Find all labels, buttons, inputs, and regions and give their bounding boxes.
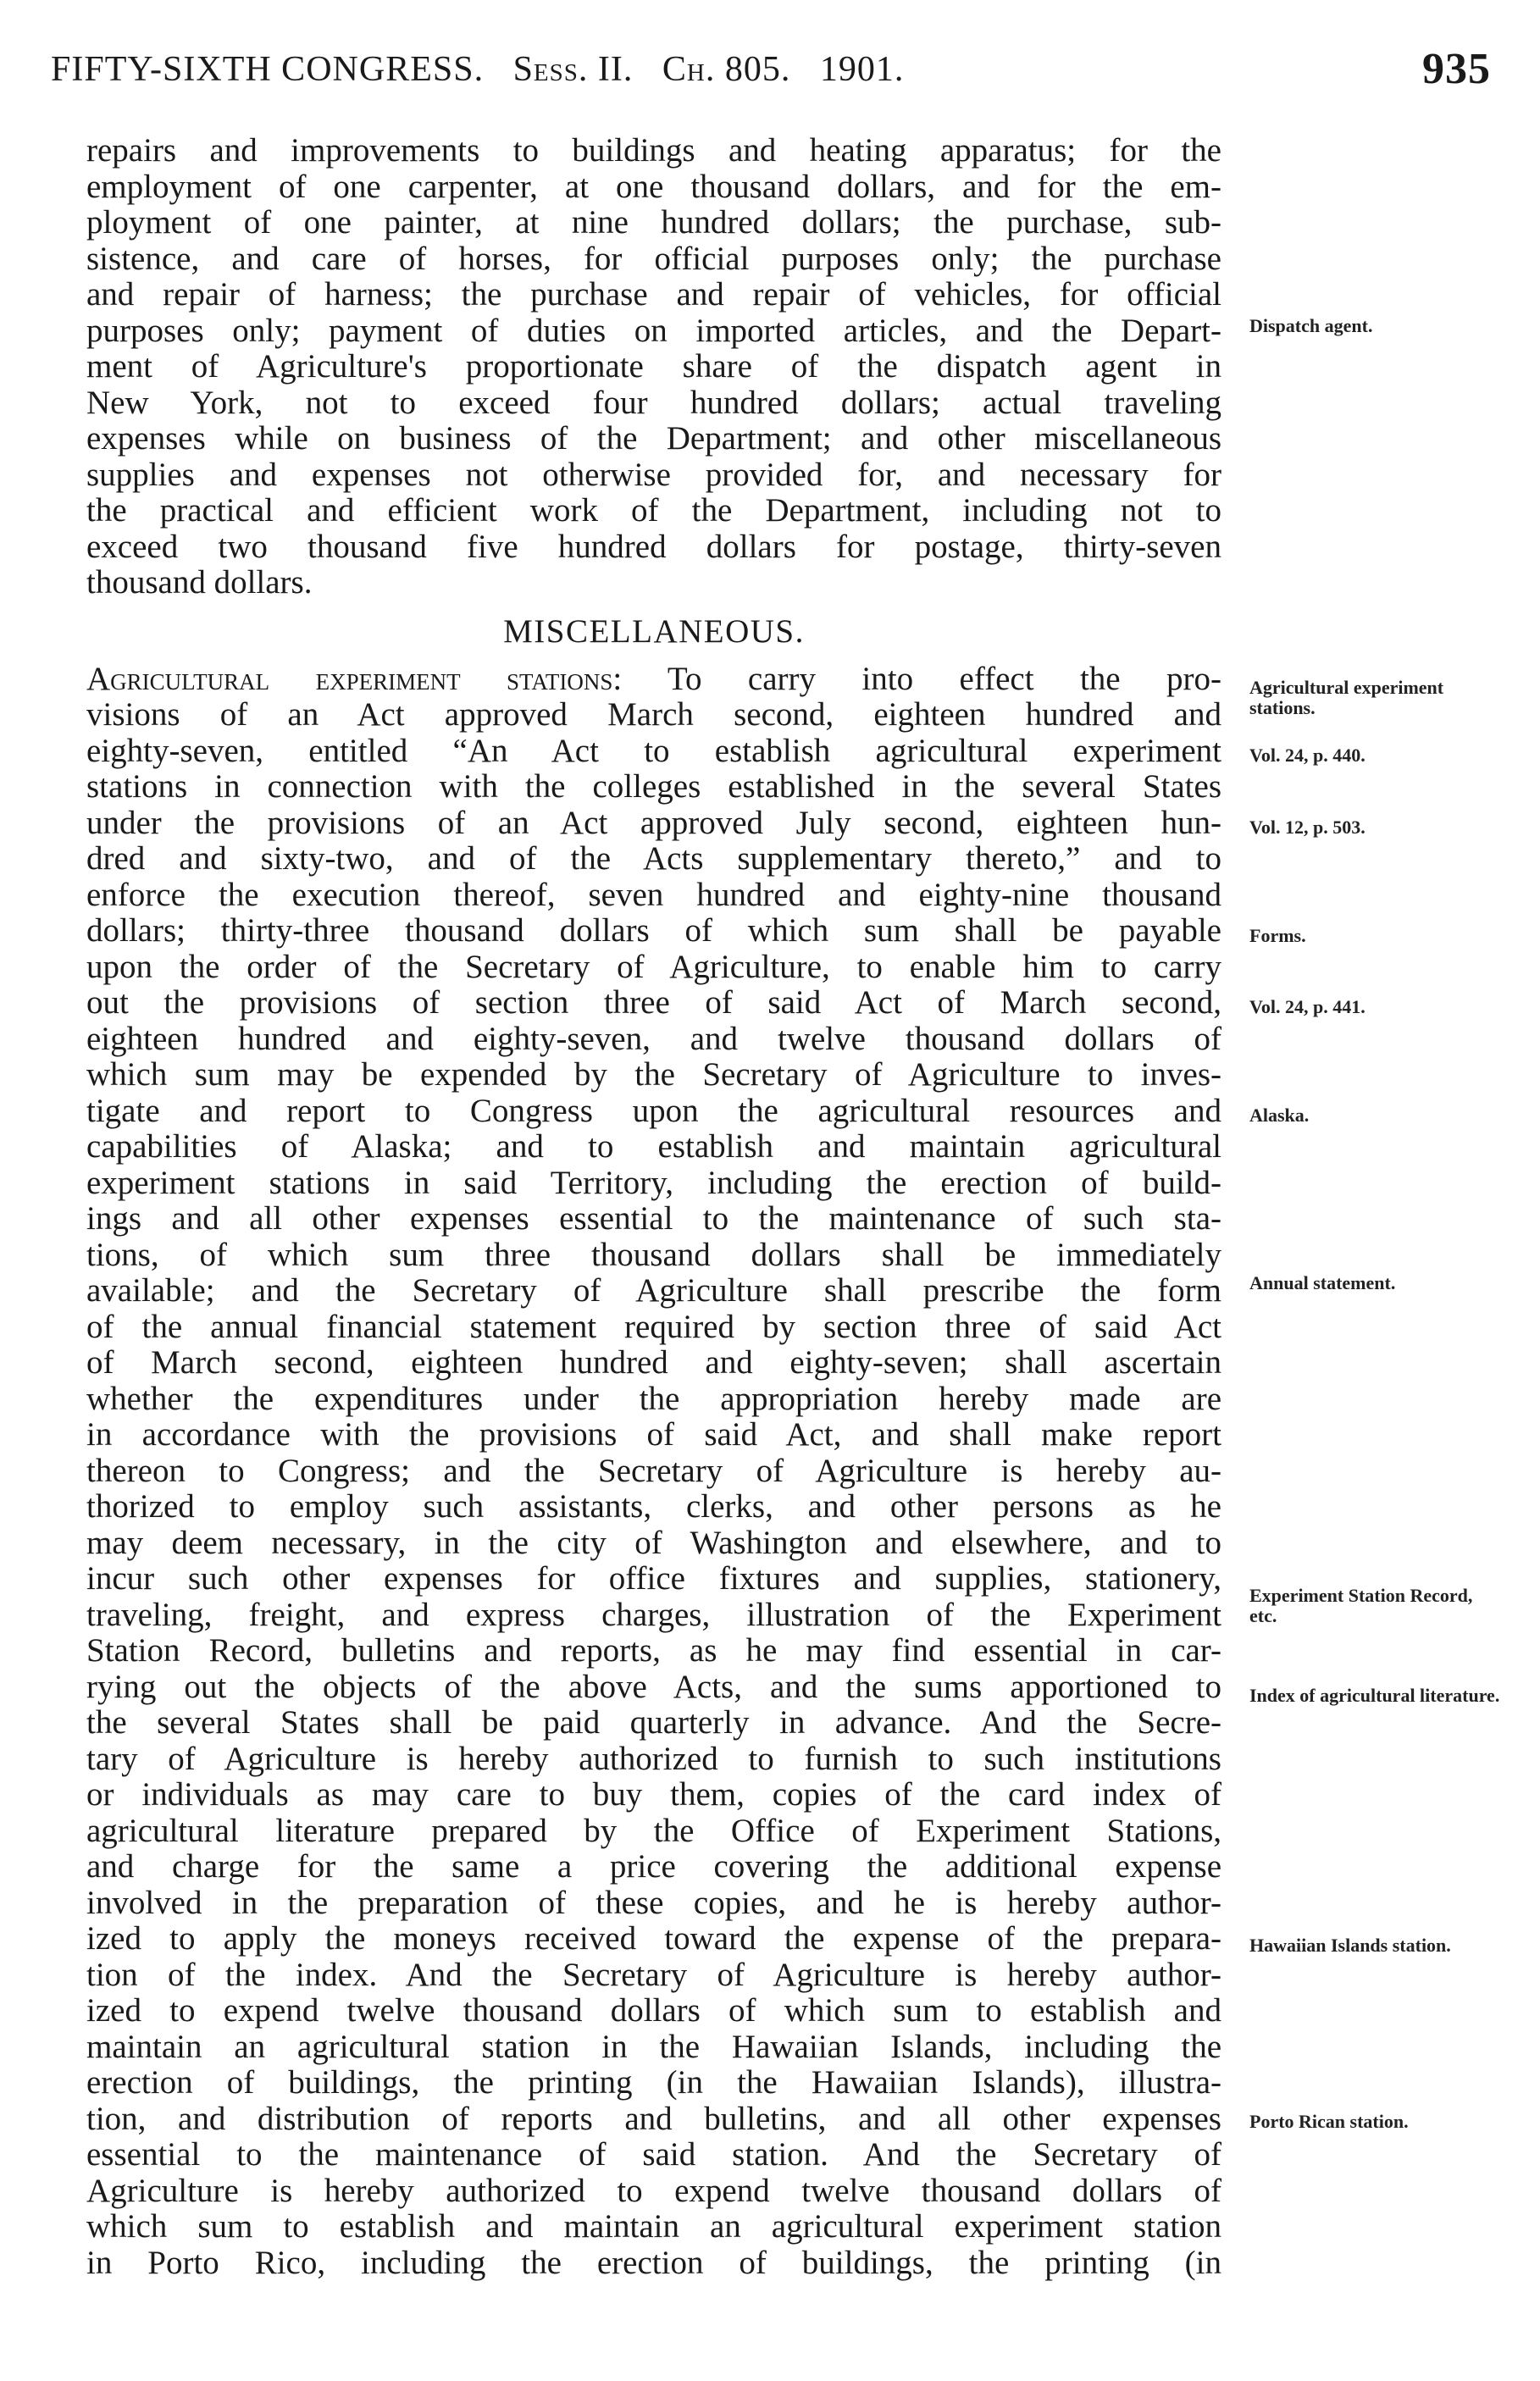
text-line: dollars; thirty-three thousand dollars of which sum shall be payable	[86, 913, 1221, 949]
text-line: or individuals as may care to buy them, copies of the card index of	[86, 1777, 1221, 1813]
text-line: supplies and expenses not otherwise provided for, and necessary for	[86, 457, 1221, 493]
text-line: may deem necessary, in the city of Washington and elsewhere, and to	[86, 1525, 1221, 1561]
text-line: thousand dollars.	[86, 565, 313, 601]
margin-note-porto-rican-station: Porto Rican station.	[1249, 2111, 1409, 2132]
page-number: 935	[1422, 45, 1491, 93]
text-line: erection of buildings, the printing (in the Hawaiian Islands), illustra-	[86, 2065, 1221, 2101]
running-head-congress: FIFTY-SIXTH CONGRESS.	[51, 50, 485, 89]
section-heading: MISCELLANEOUS.	[503, 612, 805, 650]
text-line: sistence, and care of horses, for official purposes only; the purchase	[86, 241, 1221, 277]
text-line: capabilities of Alaska; and to establish and maintain agricultural	[86, 1129, 1221, 1165]
text-line	[86, 662, 1221, 698]
margin-note-hawaiian-islands-station: Hawaiian Islands station.	[1249, 1935, 1451, 1956]
margin-note-agricultural-experiment-stations: Agricultural experiment stations.	[1249, 677, 1444, 718]
text-line: involved in the preparation of these copies, and he is hereby author-	[86, 1885, 1221, 1921]
text-line: thorized to employ such assistants, clerks, and other persons as he	[86, 1489, 1221, 1525]
statute-text	[86, 133, 1221, 2281]
margin-note-vol12-p503: Vol. 12, p. 503.	[1249, 817, 1366, 838]
margin-note-forms: Forms.	[1249, 925, 1306, 946]
text-line: tary of Agriculture is hereby authorized to furnish to such institutions	[86, 1741, 1221, 1777]
text-line: which sum to establish and maintain an agricultural experiment station	[86, 2209, 1221, 2245]
text-line: enforce the execution thereof, seven hundred and eighty-nine thousand	[86, 877, 1221, 913]
text-line: out the provisions of section three of said Act of March second,	[86, 985, 1221, 1021]
text-line: of the annual financial statement required by section three of said Act	[86, 1309, 1221, 1345]
text-line: expenses while on business of the Department; and other miscellaneous	[86, 421, 1221, 457]
running-head	[51, 49, 904, 90]
margin-note-dispatch-agent: Dispatch agent.	[1249, 315, 1373, 336]
running-head-chapter: Ch. 805.	[662, 50, 791, 89]
text-line: and repair of harness; the purchase and repair of vehicles, for official	[86, 277, 1221, 313]
margin-note-annual-statement: Annual statement.	[1249, 1272, 1396, 1293]
text-line: upon the order of the Secretary of Agriculture, to enable him to carry	[86, 949, 1221, 985]
text-line: tigate and report to Congress upon the agricultural resources and	[86, 1093, 1221, 1129]
text-line: ings and all other expenses essential to the maintenance of such sta-	[86, 1201, 1221, 1237]
text-line: dred and sixty-two, and of the Acts supplementary thereto,” and to	[86, 841, 1221, 877]
paragraph-lead-in: Agricultural experiment stations:	[86, 661, 623, 697]
text-line: ized to expend twelve thousand dollars of which sum to establish and	[86, 1993, 1221, 2029]
text-line: maintain an agricultural station in the Hawaiian Islands, including the	[86, 2029, 1221, 2065]
text-line: purposes only; payment of duties on imported articles, and the Depart-	[86, 313, 1221, 349]
text-line: under the provisions of an Act approved July second, eighteen hun-	[86, 805, 1221, 841]
text-line: in Porto Rico, including the erection of buildings, the printing (in	[86, 2245, 1221, 2281]
margin-note-index-agricultural-literature: Index of agricultural literature.	[1249, 1685, 1500, 1706]
text-line: tion, and distribution of reports and bulletins, and all other expenses	[86, 2101, 1221, 2137]
paragraph-first-line-rest: To carry into effect the pro-	[622, 661, 1221, 697]
text-line: ployment of one painter, at nine hundred dollars; the purchase, sub-	[86, 205, 1221, 241]
margin-note-vol24-p441: Vol. 24, p. 441.	[1249, 996, 1366, 1017]
text-line: the several States shall be paid quarterly in advance. And the Secre-	[86, 1705, 1221, 1741]
text-line: of March second, eighteen hundred and eighty-seven; shall ascertain	[86, 1345, 1221, 1381]
text-line: whether the expenditures under the appropriation hereby made are	[86, 1381, 1221, 1417]
text-line: eighty-seven, entitled “An Act to establish agricultural experiment	[86, 733, 1221, 769]
text-line: experiment stations in said Territory, including the erection of build-	[86, 1165, 1221, 1201]
margin-note-experiment-station-record: Experiment Station Record, etc.	[1249, 1585, 1473, 1626]
text-line: agricultural literature prepared by the Office of Experiment Stations,	[86, 1813, 1221, 1849]
margin-note-vol24-p440: Vol. 24, p. 440.	[1249, 745, 1366, 766]
running-head-year: 1901.	[819, 50, 905, 89]
text-line: which sum may be expended by the Secretary of Agriculture to inves-	[86, 1057, 1221, 1093]
text-line: rying out the objects of the above Acts, and the sums apportioned to	[86, 1669, 1221, 1705]
text-line: ment of Agriculture's proportionate share of the dispatch agent in	[86, 349, 1221, 385]
text-line: Station Record, bulletins and reports, as he may find essential in car-	[86, 1633, 1221, 1669]
text-line: eighteen hundred and eighty-seven, and twelve thousand dollars of	[86, 1021, 1221, 1057]
text-line: thereon to Congress; and the Secretary of Agriculture is hereby au-	[86, 1453, 1221, 1489]
text-line: tions, of which sum three thousand dollars shall be immediately	[86, 1237, 1221, 1273]
text-line: essential to the maintenance of said station. And the Secretary of	[86, 2137, 1221, 2173]
margin-note-alaska: Alaska.	[1249, 1105, 1310, 1126]
text-line: ized to apply the moneys received toward the expense of the prepara-	[86, 1921, 1221, 1957]
text-line: in accordance with the provisions of said Act, and shall make report	[86, 1417, 1221, 1453]
text-line: visions of an Act approved March second, eighteen hundred and	[86, 697, 1221, 733]
text-line: the practical and efficient work of the Department, including not to	[86, 493, 1221, 529]
text-line: repairs and improvements to buildings and heating apparatus; for the	[86, 133, 1221, 169]
text-line: traveling, freight, and express charges, illustration of the Experiment	[86, 1597, 1221, 1633]
text-line: employment of one carpenter, at one thousand dollars, and for the em-	[86, 169, 1221, 205]
running-head-session: Sess. II.	[512, 50, 634, 89]
text-line: available; and the Secretary of Agriculture shall prescribe the form	[86, 1273, 1221, 1309]
text-line: exceed two thousand five hundred dollars for postage, thirty-seven	[86, 529, 1221, 565]
page-header	[51, 45, 1491, 100]
text-line: New York, not to exceed four hundred dollars; actual traveling	[86, 385, 1221, 421]
text-line: Agriculture is hereby authorized to expend twelve thousand dollars of	[86, 2173, 1221, 2209]
text-line: stations in connection with the colleges established in the several States	[86, 769, 1221, 805]
text-line: tion of the index. And the Secretary of Agriculture is hereby author-	[86, 1957, 1221, 1993]
text-line: and charge for the same a price covering the additional expense	[86, 1849, 1221, 1885]
text-line: incur such other expenses for office fixtures and supplies, stationery,	[86, 1561, 1221, 1597]
